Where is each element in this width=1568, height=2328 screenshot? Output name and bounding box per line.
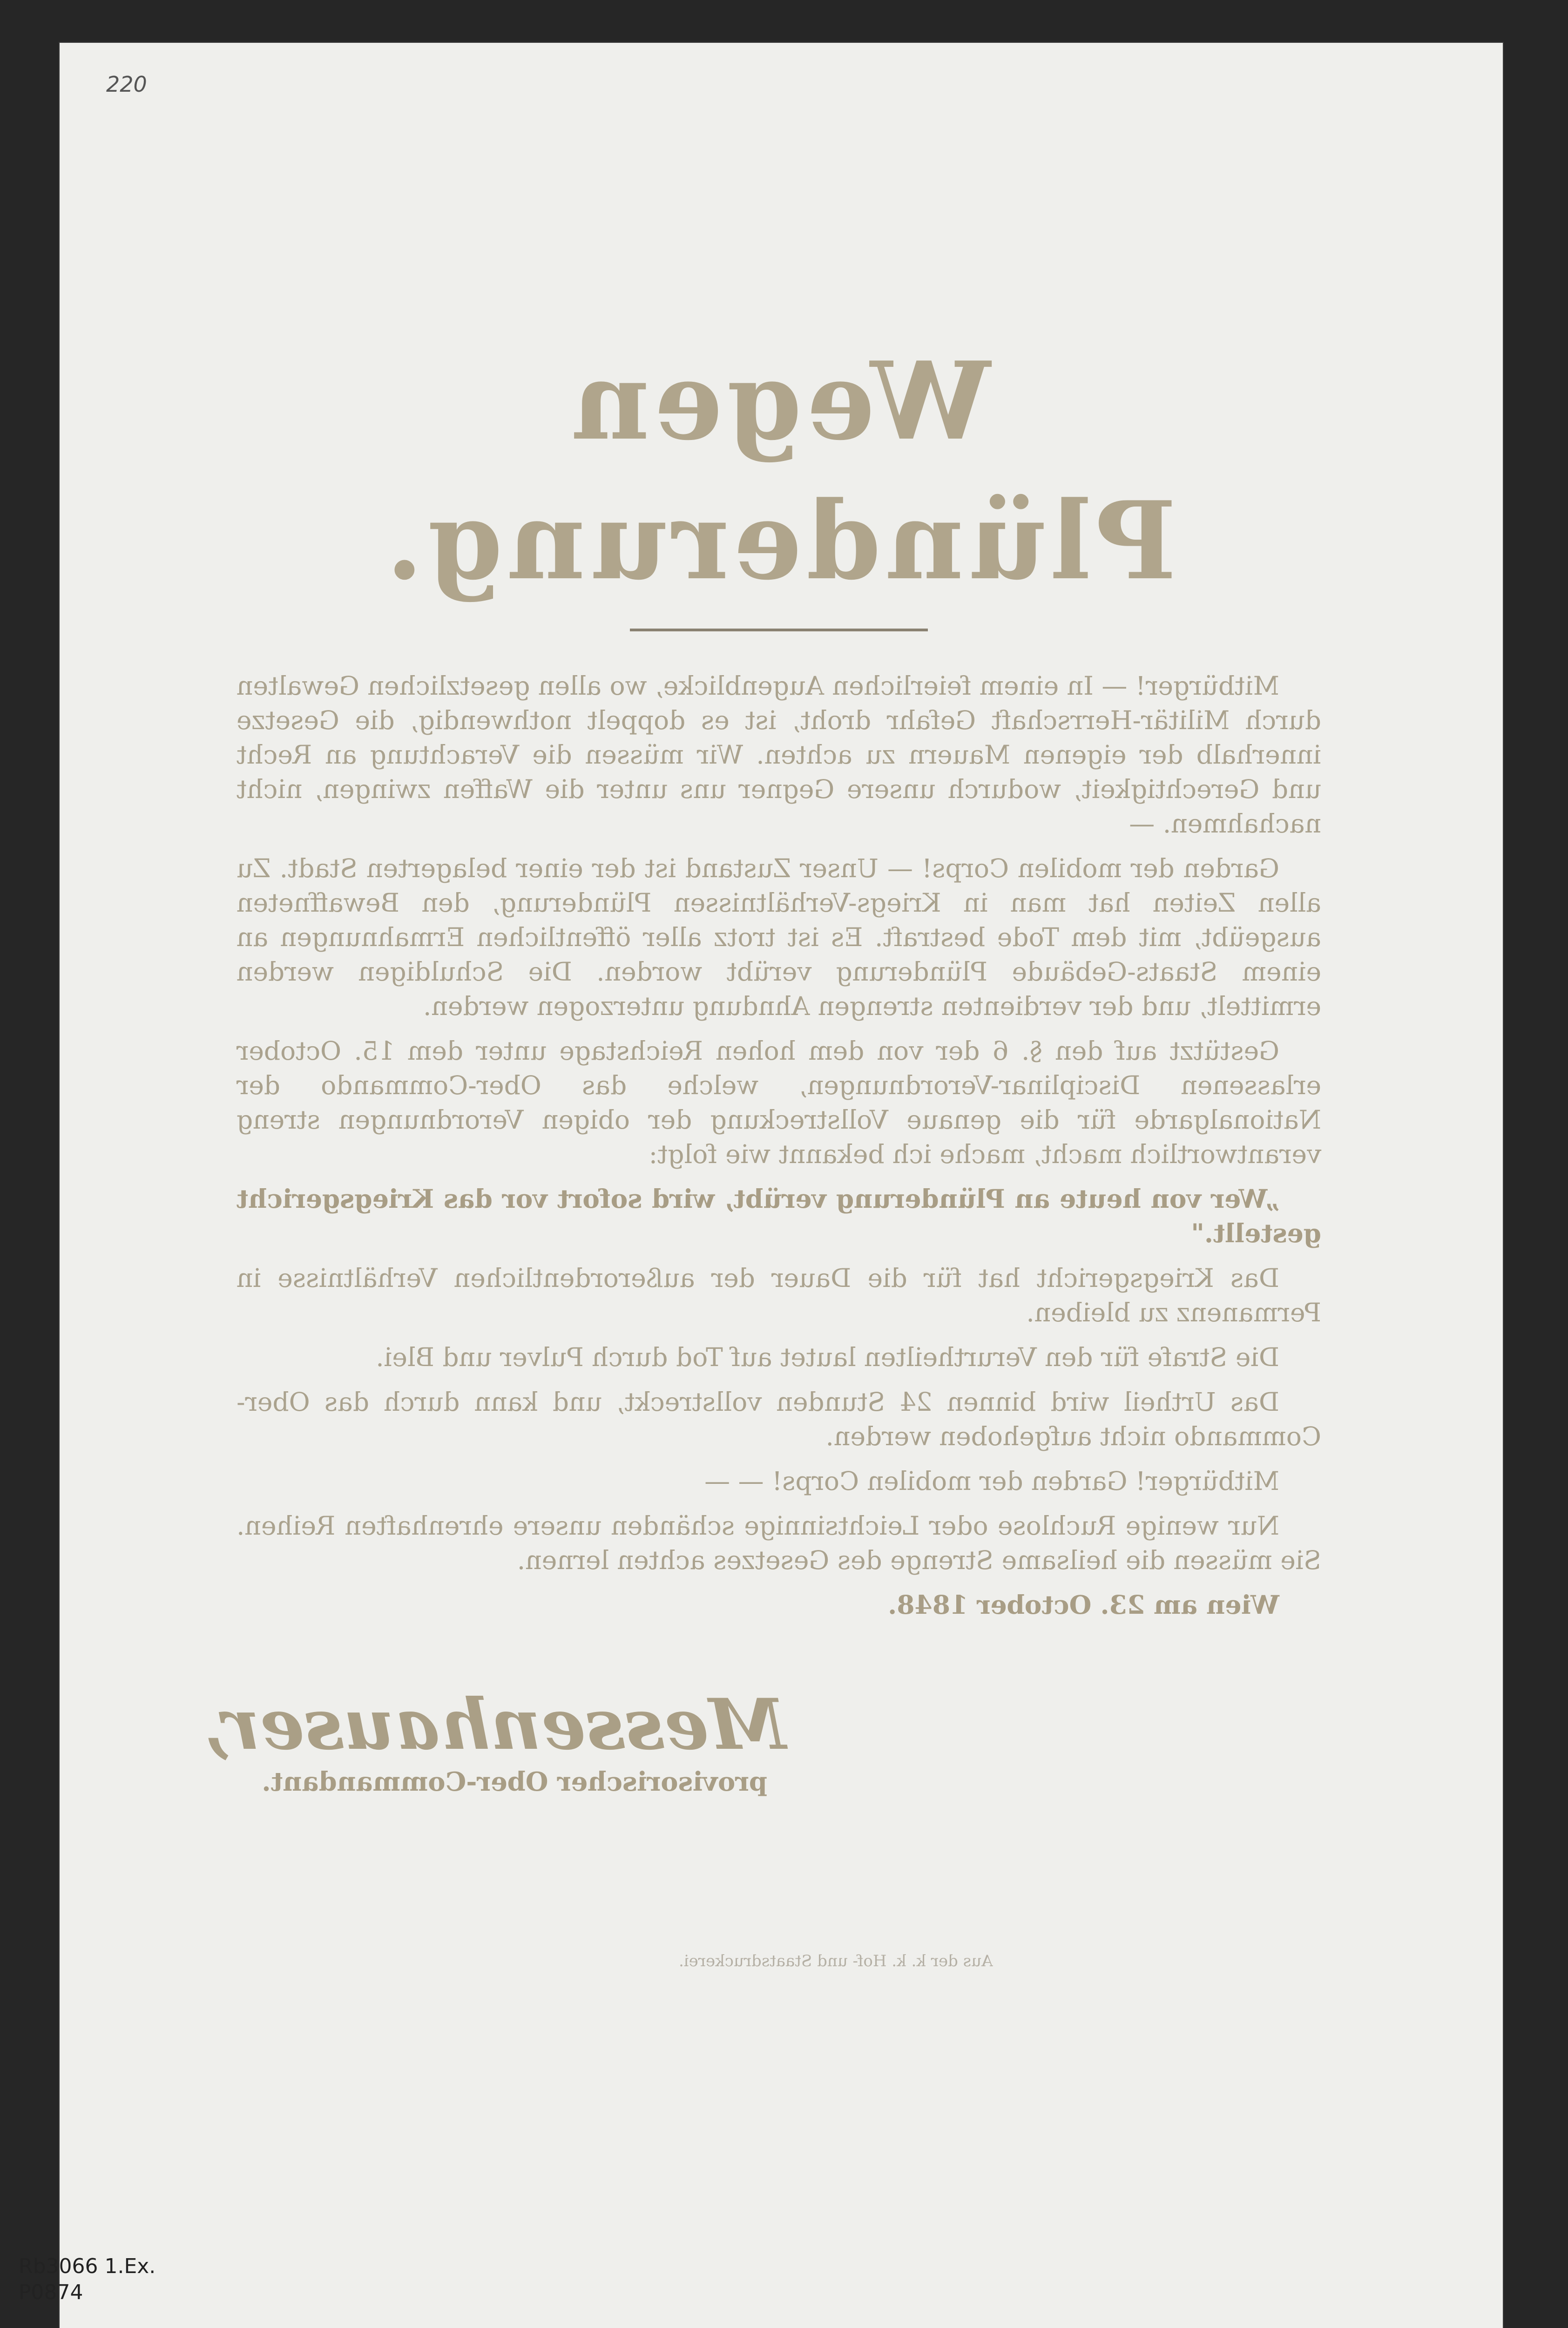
printer-imprint: Aus der k. k. Hof- und Staatsdruckerei. — [679, 1952, 993, 1970]
paragraph-penalty: Die Strafe für den Verurtheilten lautet auf Tod durch Pulver und Blei. — [376, 1342, 1279, 1372]
signature-name: Messenhauser, — [203, 1684, 786, 1766]
poster-title: Wegen Plünderung. — [381, 338, 1177, 604]
poster-body — [237, 669, 1321, 1622]
paragraph-legal-basis: Gestützt auf den §. 6 der von dem hohen Reichstage unter dem 15. October erlassenen Disciplinar-Verordnungen, welche das Ober-Commando der Nationalgarde für die genaue Vollstreckung der obigen Verordnungen streng verantwortlich macht, mache ich bekannt wie folgt: — [237, 1036, 1321, 1169]
date-line: Wien am 23. October 1848. — [888, 1590, 1279, 1620]
shelfmark-line-2: P0874 — [19, 2281, 83, 2304]
paragraph-court: Das Kriegsgericht hat für die Dauer der außerordentlichen Verhältnisse in Permanenz zu bleiben. — [237, 1263, 1321, 1327]
show-through-text — [203, 332, 1321, 1797]
signature-title: provisorischer Ober-Commandant. — [262, 1766, 767, 1797]
paragraph-guards: Garden der mobilen Corps! — Unser Zustand ist der einer belagerten Stadt. Zu allen Zeiten hat man in Kriegs-Verhältnissen Plünderung, den Bewaffneten ausgeübt, mit dem Tode bestraft. Es ist trotz aller öffentlichen Ermahnungen an einem Staats-Gebäude Plünderung verübt worden. Die Schuldigen werden ermittelt, und der verdienten strengen Ahndung unterzogen werden. — [237, 853, 1321, 1021]
signature-block — [203, 1683, 786, 1797]
poster-sheet — [60, 43, 1503, 2328]
decree: „Wer von heute an Plünderung verübt, wird sofort vor das Kriegsgericht gestellt." — [237, 1184, 1321, 1248]
paragraph-appeal: Mitbürger! Garden der mobilen Corps! — — — [704, 1466, 1279, 1496]
folio-number: 220 — [106, 72, 147, 97]
shelfmark-label — [19, 2254, 155, 2306]
paragraph-closing: Nur wenige Ruchlose oder Leichtsinnige schänden unsere ehrenhaften Reihen. Sie müssen die heilsame Strenge des Gesetzes achten lernen. — [237, 1511, 1321, 1575]
shelfmark-line-1: Rb3066 1.Ex. — [19, 2254, 156, 2278]
paragraph-execution: Das Urtheil wird binnen 24 Stunden vollstreckt, und kann durch das Ober-Commando nicht aufgehoben werden. — [237, 1387, 1321, 1451]
paragraph-citizens: Mitbürger! — In einem feierlichen Augenblicke, wo allen gesetzlichen Gewalten durch Militär-Herrschaft Gefahr droht, ist es doppelt nothwendig, die Gesetze innerhalb der eigenen Mauern zu achten. Wir müssen die Verachtung an Recht und Gerechtigkeit, wodurch unsere Gegner uns unter die Waffen zwingen, nicht nachahmen. — — [237, 671, 1321, 839]
title-rule — [630, 629, 928, 631]
